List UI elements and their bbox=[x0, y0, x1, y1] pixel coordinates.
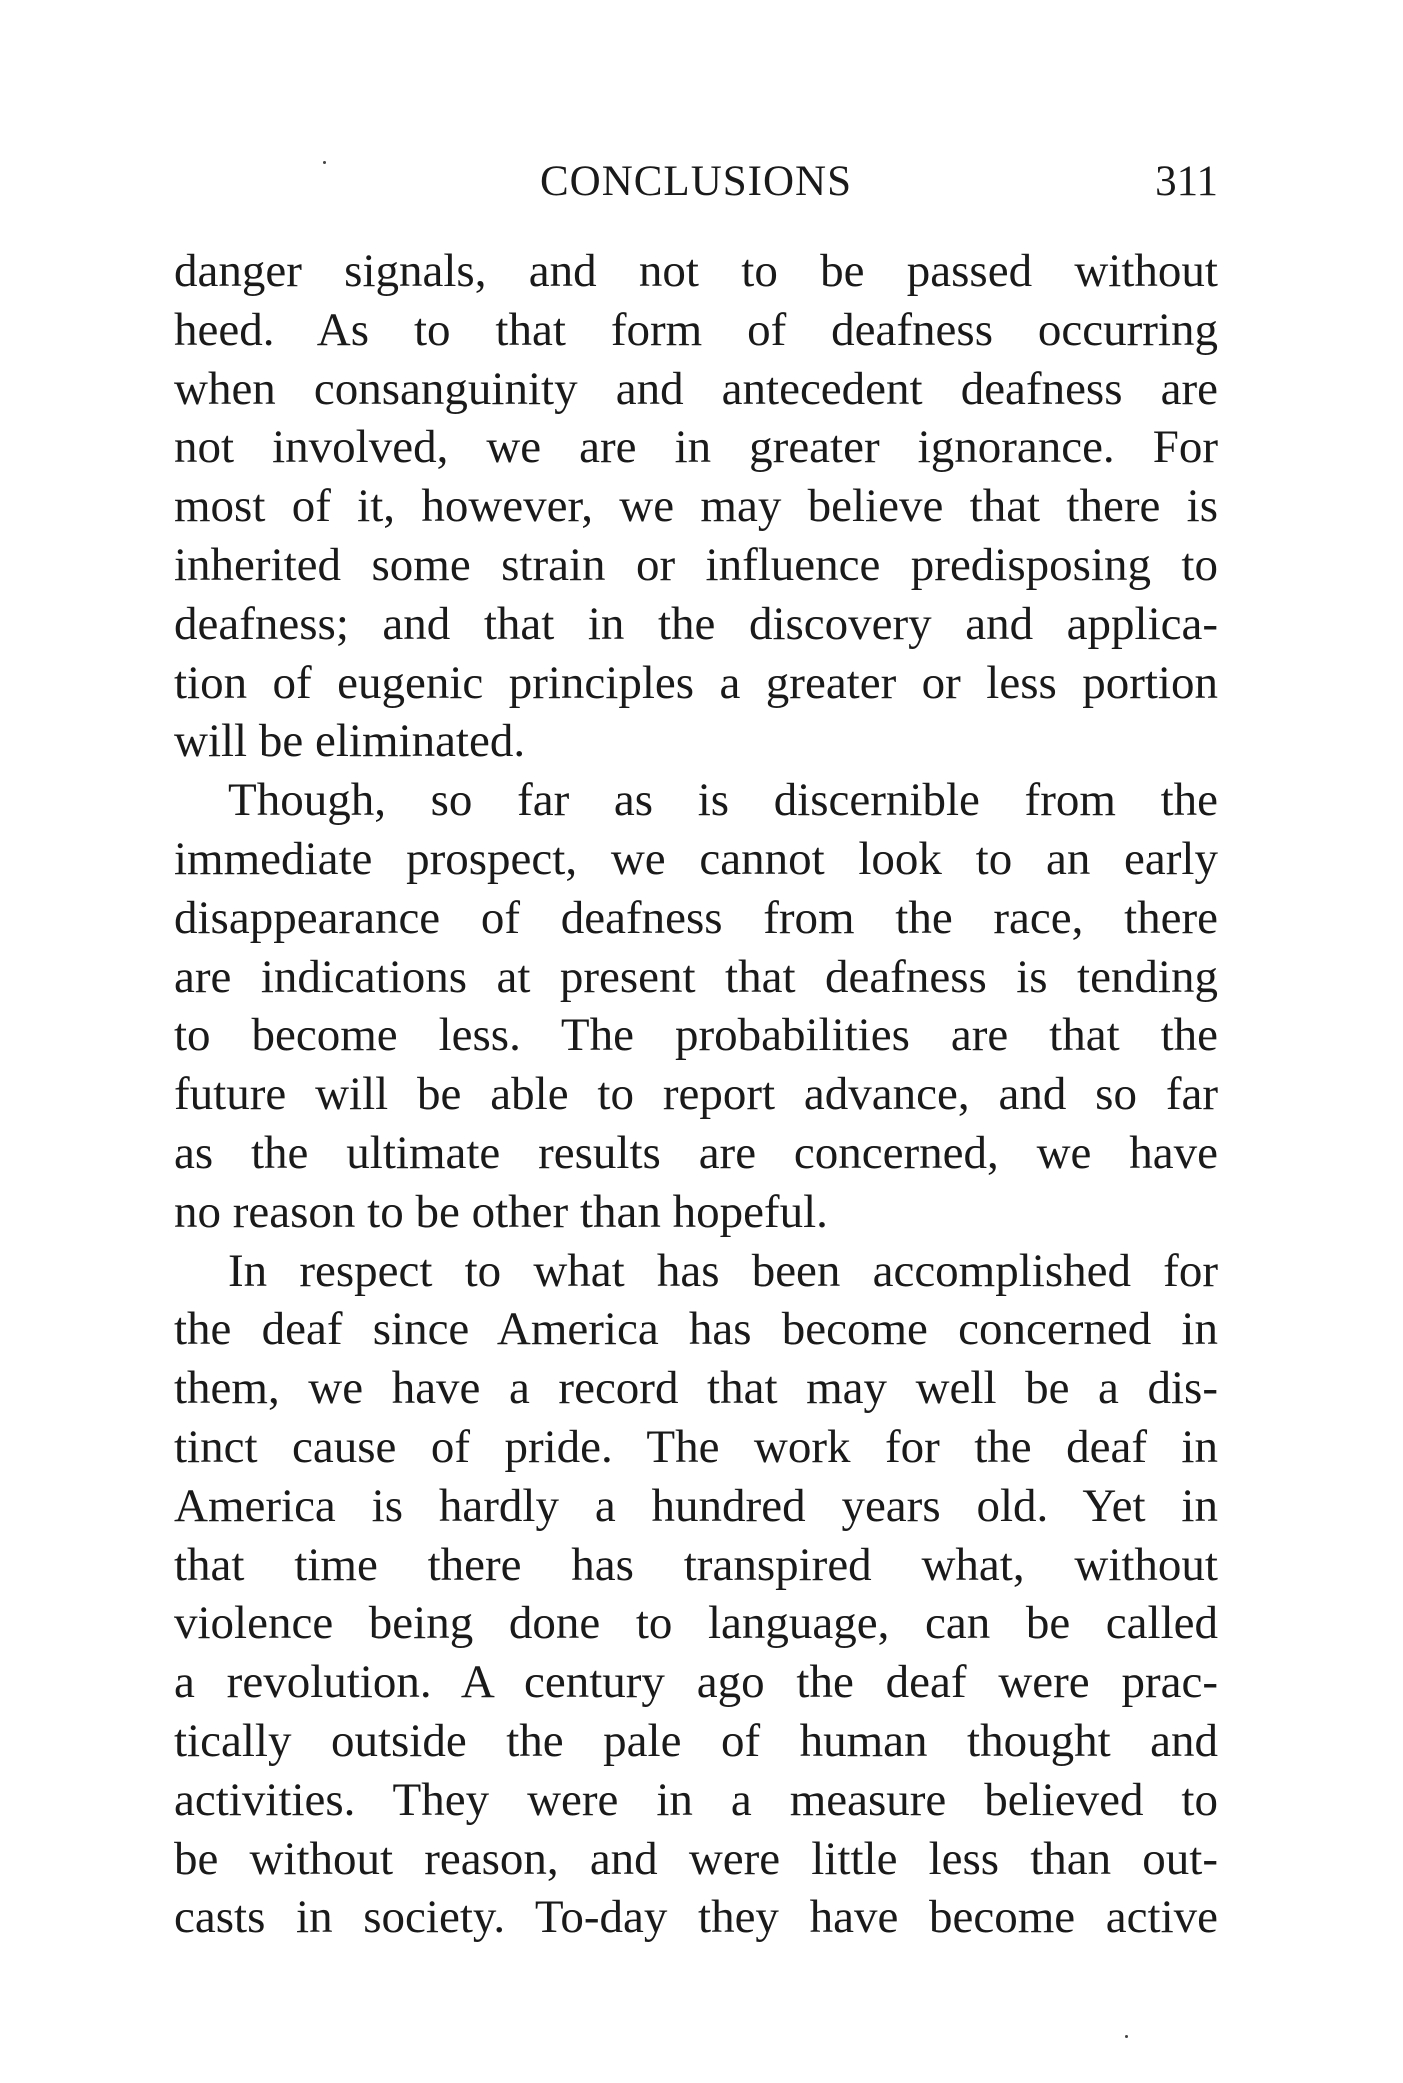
text-line: are indications at present that deafness is tending bbox=[174, 950, 1218, 1003]
text-line: as the ultimate results are concerned, we have bbox=[174, 1126, 1218, 1179]
text-line: inherited some strain or influence predisposing to bbox=[174, 538, 1218, 591]
text-line: America is hardly a hundred years old. Yet in bbox=[174, 1479, 1218, 1532]
text-line: immediate prospect, we cannot look to an early bbox=[174, 832, 1218, 885]
chapter-title: CONCLUSIONS bbox=[539, 158, 853, 205]
paragraph-start-line: In respect to what has been accomplished for bbox=[228, 1244, 1218, 1297]
body-text bbox=[174, 242, 1218, 1947]
text-line: to become less. The probabilities are that the bbox=[174, 1009, 1218, 1062]
paper-speck bbox=[1125, 2035, 1128, 2038]
text-line: deafness; and that in the discovery and applica- bbox=[174, 597, 1218, 650]
text-line: future will be able to report advance, and so far bbox=[174, 1068, 1218, 1121]
running-head bbox=[174, 152, 1218, 212]
text-line: that time there has transpired what, without bbox=[174, 1538, 1218, 1591]
paper-speck bbox=[323, 161, 326, 164]
text-line: them, we have a record that may well be a dis- bbox=[174, 1362, 1218, 1415]
text-line: most of it, however, we may believe that there is bbox=[174, 480, 1218, 533]
text-line: disappearance of deafness from the race, there bbox=[174, 891, 1218, 944]
text-line: tinct cause of pride. The work for the deaf in bbox=[174, 1420, 1218, 1473]
paragraph-end-line: will be eliminated. bbox=[174, 715, 526, 768]
text-line: when consanguinity and antecedent deafness are bbox=[174, 362, 1218, 415]
text-line: danger signals, and not to be passed without bbox=[174, 245, 1218, 297]
text-line: tically outside the pale of human thought and bbox=[174, 1714, 1218, 1767]
text-line: activities. They were in a measure believed to bbox=[174, 1773, 1218, 1826]
text-line: heed. As to that form of deafness occurring bbox=[174, 303, 1218, 356]
text-line: the deaf since America has become concerned in bbox=[174, 1303, 1218, 1356]
text-line: be without reason, and were little less than out- bbox=[174, 1832, 1218, 1885]
page-number: 311 bbox=[1155, 158, 1218, 205]
paragraph-end-line: no reason to be other than hopeful. bbox=[174, 1185, 828, 1238]
paragraph-start-line: Though, so far as is discernible from the bbox=[228, 774, 1218, 827]
text-line: tion of eugenic principles a greater or less portion bbox=[174, 656, 1218, 709]
text-line: violence being done to language, can be called bbox=[174, 1597, 1218, 1650]
text-line: a revolution. A century ago the deaf were prac- bbox=[174, 1656, 1218, 1709]
text-line: casts in society. To-day they have become active bbox=[174, 1891, 1218, 1944]
text-line: not involved, we are in greater ignorance. For bbox=[174, 421, 1218, 474]
